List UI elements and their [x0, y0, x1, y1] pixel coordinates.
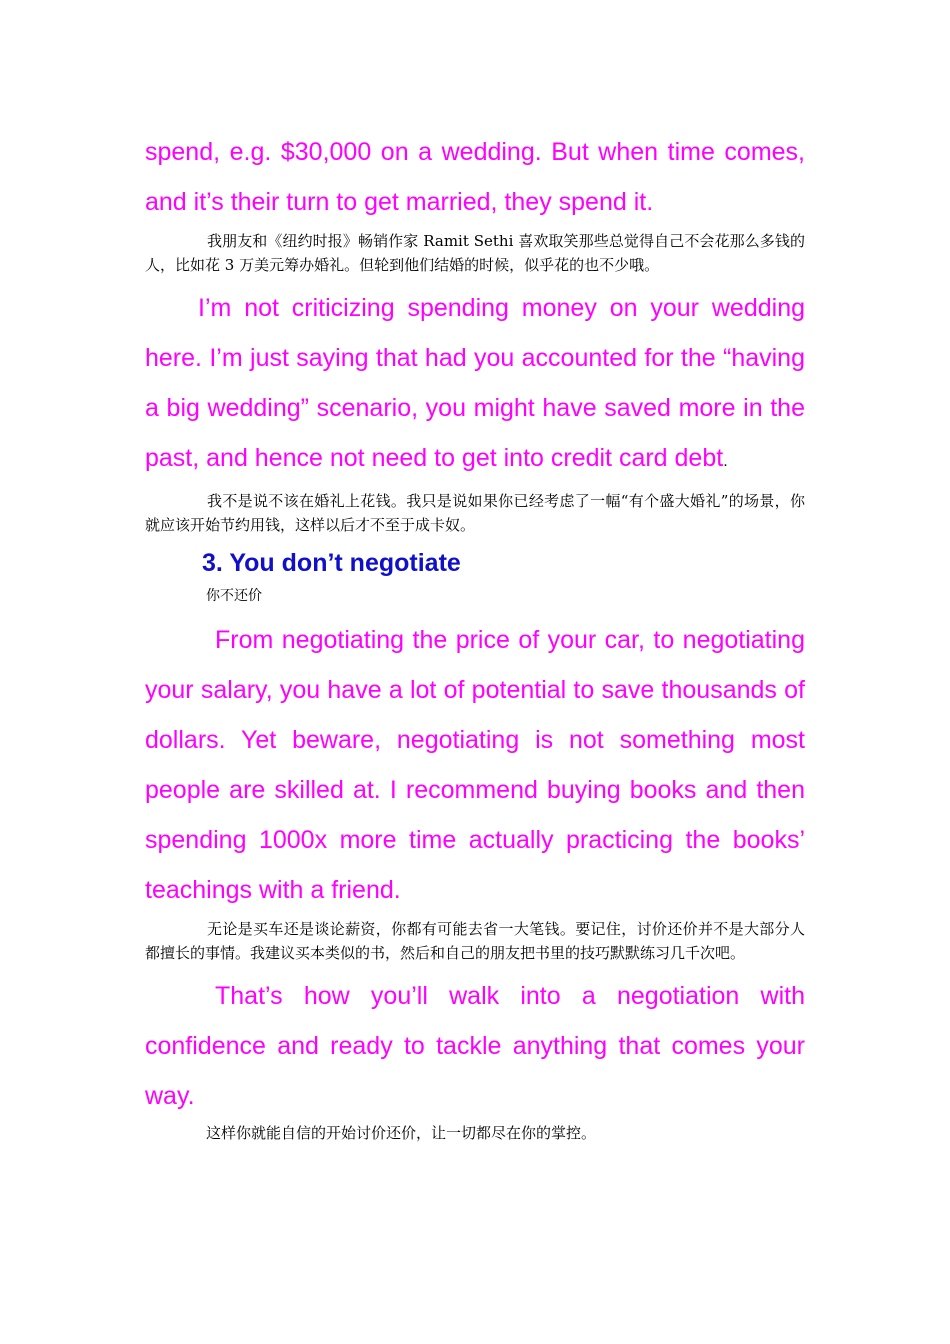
chinese-paragraph-4: 这样你就能自信的开始讨价还价，让一切都尽在你的掌控。: [206, 1124, 597, 1142]
english-paragraph-3: From negotiating the price of your car, to negotiating your salary, you have a lot of potential to save thousands of dollars. Yet beware, negotiating is not something most people are skilled at. I recommend buying books and then spending 1000x more time actually practicing the books’ teachings with a friend.: [145, 626, 805, 904]
chinese-paragraph-3: 无论是买车还是谈论薪资，你都有可能去省一大笔钱。要记住，讨价还价并不是大部分人都擅长的事情。我建议买本类似的书，然后和自己的朋友把书里的技巧默默练习几千次吧。: [145, 920, 805, 962]
english-paragraph-2-text: I’m not criticizing spending money on your wedding here. I’m just saying that had you accounted for the “having a big wedding” scenario, you might have saved more in the past, and hence not need to get into credit card debt: [145, 294, 805, 472]
english-paragraph-4: That’s how you’ll walk into a negotiation with confidence and ready to tackle anything that comes your way.: [145, 982, 805, 1110]
document-body: [145, 127, 805, 1145]
section-heading: 3. You don’t negotiate: [202, 549, 461, 577]
chinese-paragraph-2: 我不是说不该在婚礼上花钱。我只是说如果你已经考虑了一幅“有个盛大婚礼”的场景，你就应该开始节约用钱，这样以后才不至于成卡奴。: [145, 492, 805, 534]
chinese-paragraph-1: 我朋友和《纽约时报》畅销作家 Ramit Sethi 喜欢取笑那些总觉得自己不会花那么多钱的人，比如花 3 万美元筹办婚礼。但轮到他们结婚的时候，似乎花的也不少哦。: [145, 232, 805, 274]
section-subheading: 你不还价: [206, 588, 262, 604]
english-paragraph-2: [145, 283, 805, 487]
english-paragraph-1: spend, e.g. $30,000 on a wedding. But when time comes, and it’s their turn to get married, they spend it.: [145, 138, 805, 216]
paragraph-2-period: .: [723, 453, 728, 470]
